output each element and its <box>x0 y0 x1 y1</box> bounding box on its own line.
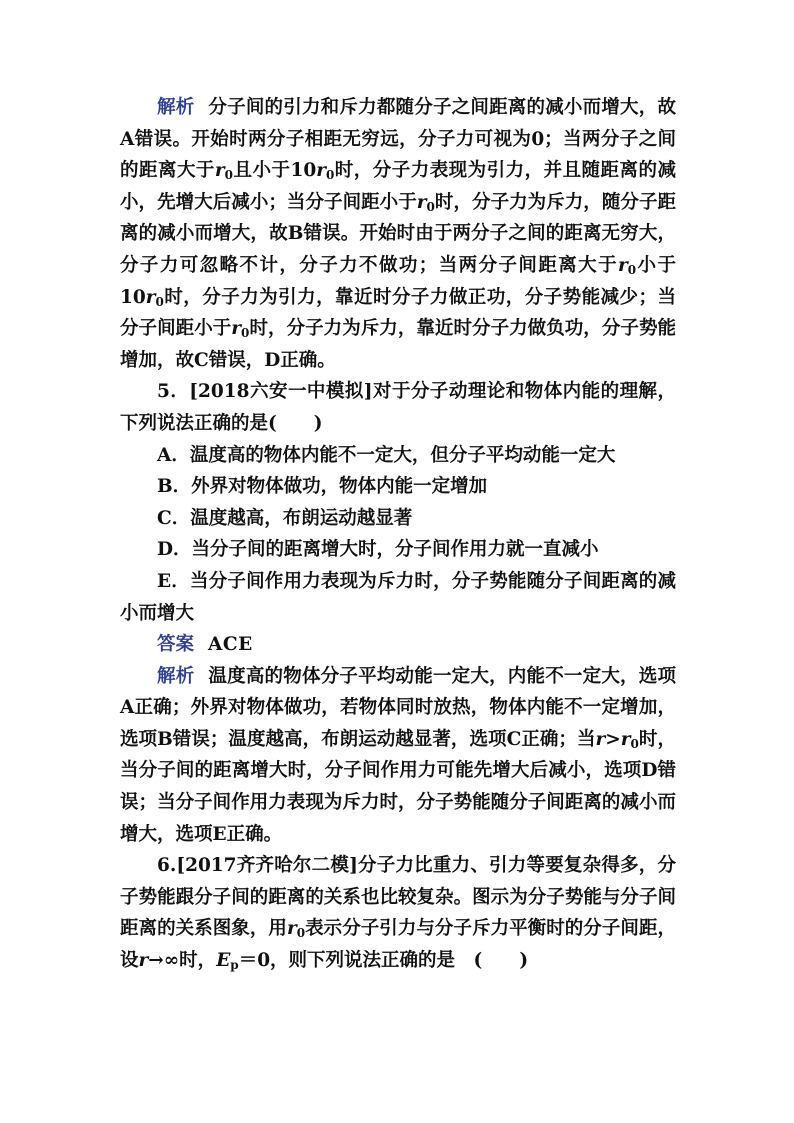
answer-value: ACE <box>208 634 253 656</box>
r-subscript: 0 <box>224 168 234 183</box>
r-symbol: r <box>231 318 242 340</box>
r-symbol: r <box>214 160 225 182</box>
q6-stem-text-3: →∞时， <box>148 950 217 972</box>
r-symbol: r <box>595 728 606 750</box>
q4-analysis <box>120 92 676 376</box>
q5-option-d: D．当分子间的距离增大时，分子间作用力就一直减小 <box>157 539 599 561</box>
r-subscript: 0 <box>426 199 435 214</box>
q5-stem: 5．[2018六安一中模拟]对于分子动理论和物体内能的理解，下列说法正确的是( ) <box>120 381 676 434</box>
q4-analysis-text-2: 且小于 <box>233 160 291 182</box>
r-symbol: r <box>145 286 156 308</box>
q6-stem-text-4: ＝0，则下列说法正确的是 ( ) <box>238 950 529 972</box>
q4-analysis-text-3: 时，分子力表现为引力，并且随距离的减小，先增大后减小；当分子间距小于 <box>120 160 676 213</box>
r-symbol: r <box>620 728 631 750</box>
r-subscript: 0 <box>627 262 637 277</box>
r-symbol: r <box>618 254 628 276</box>
q5-analysis-text-1: 温度高的物体分子平均动能一定大，内能不一定大，选项A正确；外界对物体做功，若物体同时放热，物体内能不一定增加，选项B错误；温度越高，布朗运动越显著，选项C正确；当 <box>120 665 676 750</box>
q6-stem-text-1: 6.[2017齐齐哈尔二模]分子力比重力、引力等要复杂得多，分子势能跟分子间的距离的关系也比较复杂。图示为分子势能与分子间距离的关系图象，用 <box>120 855 676 940</box>
ten-coefficient: 10 <box>290 160 317 182</box>
r-subscript: 0 <box>155 294 164 309</box>
q5-option-b: B．外界对物体做功，物体内能一定增加 <box>157 476 488 498</box>
q5-option-e: E．当分子间作用力表现为斥力时，分子势能随分子间距离的减小而增大 <box>120 570 676 624</box>
r-symbol: r <box>316 160 326 182</box>
r-subscript: 0 <box>241 326 250 341</box>
r-symbol: r <box>286 918 297 940</box>
r-symbol: r <box>416 191 427 213</box>
greater-than-sign: > <box>605 728 621 750</box>
analysis-label: 解析 <box>157 665 195 687</box>
r-subscript: 0 <box>630 736 639 751</box>
document-page <box>120 92 676 977</box>
answer-label: 答案 <box>157 634 195 656</box>
analysis-label: 解析 <box>157 97 195 118</box>
q5-answer <box>120 629 676 661</box>
ten-coefficient: 10 <box>120 286 146 308</box>
q4-analysis-text-6: 时，分子力为引力，靠近时分子力做正功，分子势能减少；当分子间距小于 <box>120 286 676 340</box>
q4-analysis-text-1: 分子间的引力和斥力都随分子之间距离的减小而增大，故A错误。开始时两分子相距无穷远，分子力可视为0；当两分子之间的距离大于 <box>120 97 676 182</box>
r-subscript: 0 <box>296 926 306 941</box>
q4-analysis-text-5: 小于 <box>636 254 676 276</box>
q5-option-a: A．温度高的物体内能不一定大，但分子平均动能一定大 <box>157 444 616 466</box>
ep-subscript: p <box>230 958 239 973</box>
q6-stem-text-2: 表示分子引力与分子斥力平衡时的分子间距，设 <box>120 918 676 972</box>
q5-analysis <box>120 661 676 851</box>
r-symbol: r <box>138 950 149 972</box>
ep-symbol: E <box>216 950 231 972</box>
q5-analysis-text-2: 时，当分子间的距离增大时，分子间作用力可能先增大后减小，选项D错误；当分子间作用力表现为斥力时，分子势能随分子间距离的减小而增大，选项E正确。 <box>120 728 676 845</box>
q4-analysis-text-7: 时，分子力为斥力，靠近时分子力做负功，分子势能增加，故C错误，D正确。 <box>120 318 676 371</box>
r-subscript: 0 <box>325 168 335 183</box>
q6-stem <box>120 850 676 976</box>
q4-analysis-text-4: 时，分子力为斥力，随分子距离的减小而增大，故B错误。开始时由于两分子之间的距离无穷大，分子力可忽略不计，分子力不做功；当两分子间距离大于 <box>120 191 676 276</box>
q5-option-c: C．温度越高，布朗运动越显著 <box>157 507 413 529</box>
